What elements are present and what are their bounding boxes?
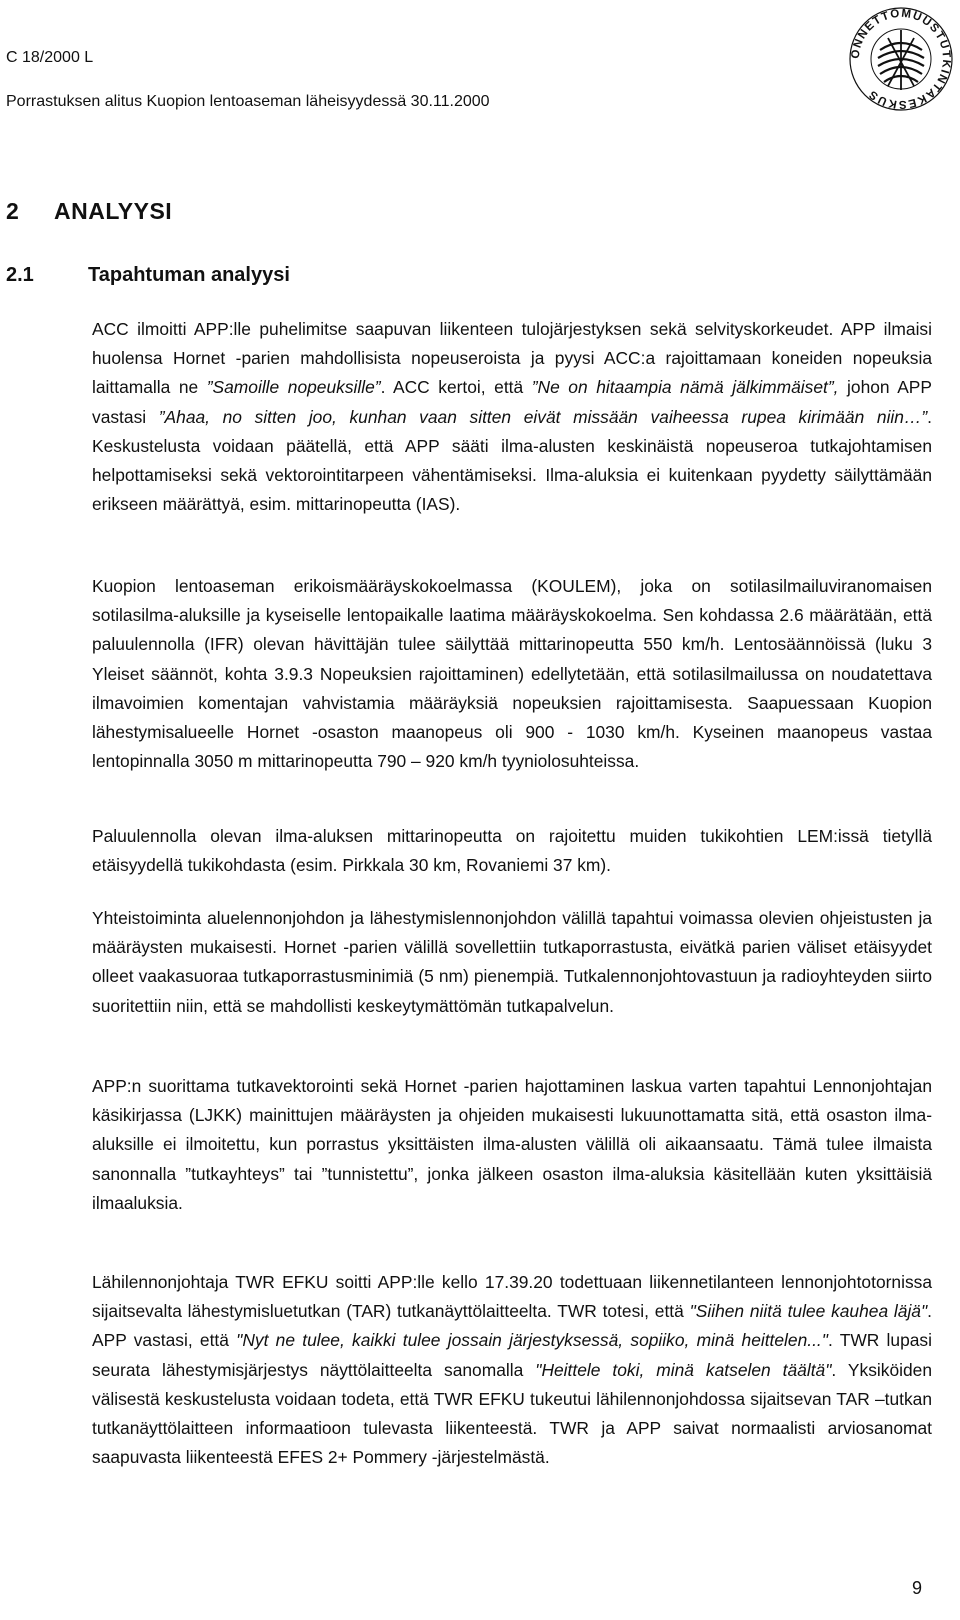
paragraph-1-text: ACC ilmoitti APP:lle puhelimitse saapuvan liikenteen tulojärjestyksen sekä selvityskorkeudet. APP ilmaisi huolensa Hornet -parien mahdollisista nopeuseroista ja pyysi ACC:a rajoittamaan koneiden nopeuksia laittamalla ne xyxy=(92,319,932,398)
paragraph-3: Paluulennolla olevan ilma-aluksen mittarinopeutta on rajoitettu muiden tukikohtien LEM:issä tietyllä etäisyydellä tukikohdasta (esim. Pirkkala 30 km, Rovaniemi 37 km). xyxy=(92,826,932,876)
subsection-heading xyxy=(6,264,290,287)
onnettomuustutkintakeskus-seal-icon xyxy=(848,6,954,112)
paragraph-6-text: Lähilennonjohtaja TWR EFKU soitti APP:lle kello 17.39.20 todettuaan liikennetilanteen lennonjohtotornissa sijaitsevalta lähestymisluetutkan (TAR) tutkanäyttölaitteelta. TWR totesi, että xyxy=(92,1272,932,1322)
subsection-number: 2.1 xyxy=(6,264,34,286)
subsection-title: Tapahtuman analyysi xyxy=(88,264,290,286)
paragraph-1-text: . ACC kertoi, että xyxy=(380,377,532,398)
paragraph-6-text: . Yksiköiden välisestä keskustelusta voidaan todeta, että TWR EFKU tukeutui lähilennonjohdossa sijaitsevan TAR –tutkan tutkanäyttölaitteen informaatioon tulevasta liikenteestä. TWR ja APP saivat normaalisti arviosanomat saapuvasta liikenteestä EFES 2+ Pommery -järjestelmästä. xyxy=(92,1359,933,1468)
paragraph-6 xyxy=(92,1268,932,1472)
paragraph-4: Yhteistoiminta aluelennonjohdon ja lähestymislennonjohdon välillä tapahtui voimassa olevien ohjeistusten ja määräysten mukaisesti. Hornet -parien välillä sovellettiin tutkaporrastusta, eivätkä parien väliset etäisyydet olleet vaakasuoraa tutkaporrastusminimiä (5 nm) pienempiä. Tutkalennonjohtovastuun ja radioyhteyden siirto suoritettiin niin, että se mahdollisti keskeytymättömän tutkapalvelun. xyxy=(92,908,932,1016)
svg-text:ONNETTOMUUSTUTKINTAKESKUS: ONNETTOMUUSTUTKINTAKESKUS xyxy=(849,7,953,111)
paragraph-1 xyxy=(92,315,932,519)
page-number: 9 xyxy=(912,1578,923,1598)
section-title: ANALYYSI xyxy=(54,198,173,224)
paragraph-6-quote: "Siihen niitä tulee kauhea läjä" xyxy=(689,1301,928,1322)
paragraph-1-text: johon APP vastasi xyxy=(92,377,932,427)
paragraph-6-text: . TWR lupasi seurata lähestymisjärjestys näyttölaitteelta sanomalla xyxy=(92,1330,932,1380)
paragraph-1-text: . Keskustelusta voidaan päätellä, että APP sääti ilma-alusten keskinäistä nopeuseroa tutkajohtamisen helpottamiseksi sekä vektorointitarpeen vähentämiseksi. Ilma-aluksia ei kuitenkaan pyydetty säilyttämään erikseen määrättyä, esim. mittarinopeutta (IAS). xyxy=(92,406,932,515)
paragraph-6-quote: "Heittele toki, minä katselen täältä" xyxy=(535,1359,832,1380)
paragraph-5: APP:n suorittama tutkavektorointi sekä Hornet -parien hajottaminen laskua varten tapahtui Lennonjohtajan käsikirjassa (LJKK) mainittujen määräysten ja ohjeiden mukaisesti lukuunottamatta sitä, että osaston ilma-aluksille ei ilmoitettu, kun porrastus yksittäisten ilma-alusten välillä oli aikaansaatu. Tämä tulee ilmaista sanonnalla ”tutkayhteys” tai ”tunnistettu”, jonka jälkeen osaston ilma-aluksia käsitellään kuten yksittäisiä ilmaaluksia. xyxy=(92,1076,932,1213)
section-heading xyxy=(6,198,172,225)
paragraph-2: Kuopion lentoaseman erikoismääräyskokoelmassa (KOULEM), joka on sotilasilmailuviranomaisen sotilasilma-aluksille ja kyseiselle lentopaikalle laatima määräyskokoelma. Sen kohdassa 2.6 määrätään, että paluulennolla (IFR) olevan hävittäjän tulee säilyttää mittarinopeutta 550 km/h. Lentosäännöissä (luku 3 Yleiset säännöt, kohta 3.9.3 Nopeuksien rajoittaminen) edellytetään, että sotilasilmailussa on noudatettava ilmavoimien komentajan vahvistamia määräyksiä nopeuksien rajoittamisesta. Saapuessaan Kuopion lähestymisalueelle Hornet -osaston maanopeus oli 900 - 1030 km/h. Kyseinen maanopeus vastaa lentopinnalla 3050 m mittarinopeutta 790 – 920 km/h tyyniolosuhteissa. xyxy=(92,576,932,772)
document-id: C 18/2000 L xyxy=(6,49,94,66)
section-number: 2 xyxy=(6,198,20,224)
paragraph-1-quote: ”Samoille nopeuksille” xyxy=(206,377,381,398)
paragraph-1-quote: ”Ne on hitaampia nämä jälkimmäiset”, xyxy=(531,377,839,398)
paragraph-6-quote: "Nyt ne tulee, kaikki tulee jossain järjestyksessä, sopiiko, minä heittelen..." xyxy=(236,1330,828,1351)
paragraph-1-quote: ”Ahaa, no sitten joo, kunhan vaan sitten eivät missään vaiheessa rupea kirimään niin…” xyxy=(158,406,928,427)
document-subtitle: Porrastuksen alitus Kuopion lentoaseman läheisyydessä 30.11.2000 xyxy=(6,93,490,110)
paragraph-6-text: . APP vastasi, että xyxy=(92,1301,932,1351)
